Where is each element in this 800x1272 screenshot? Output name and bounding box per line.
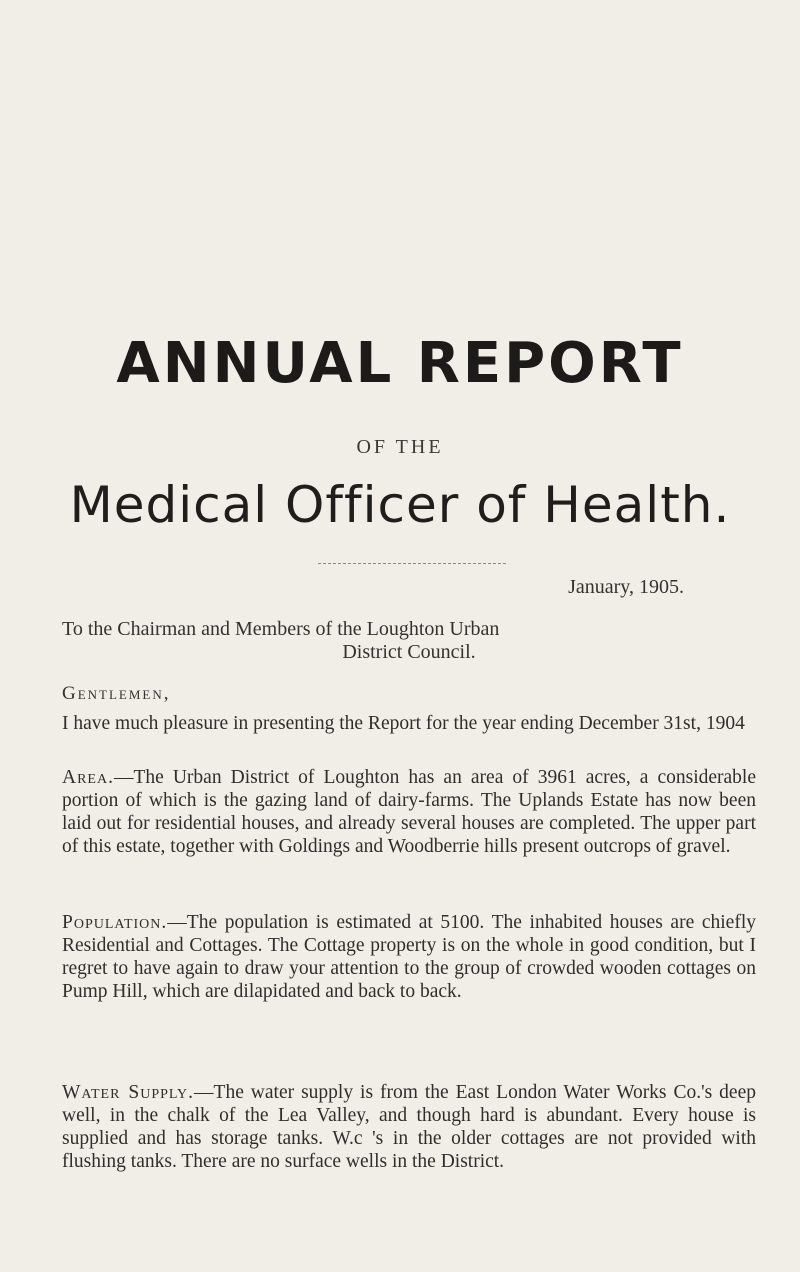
population-heading: Population. (62, 912, 168, 933)
address-block (62, 618, 756, 664)
of-the-heading: OF THE (356, 436, 444, 458)
report-title: ANNUAL REPORT (116, 331, 684, 396)
salutation: Gentlemen, (62, 683, 171, 704)
address-line-1: To the Chairman and Members of the Loughton Urban (62, 618, 500, 640)
population-text: —The population is estimated at 5100. The inhabited houses are chiefly Residential and Cottages. The Cottage property is on the whole in good condition, but I regret to have again to draw your attention to the group of crowded wooden cottages on Pump Hill, which are dilapidated and back to back. (62, 912, 756, 1002)
decorative-rule (318, 563, 506, 564)
area-heading: Area. (62, 767, 114, 788)
address-line-2: District Council. (342, 641, 476, 663)
area-text: —The Urban District of Loughton has an area of 3961 acres, a considerable portion of which is the gazing land of dairy-farms. The Uplands Estate has now been laid out for residential houses, and already several houses are completed. The upper part of this estate, together with Goldings and Woodberrie hills present outcrops of gravel. (62, 767, 756, 857)
intro-paragraph: I have much pleasure in presenting the Report for the year ending December 31st, 1904 (62, 713, 745, 734)
water-supply-text: —The water supply is from the East London Water Works Co.'s deep well, in the chalk of the Lea Valley, and though hard is abundant. Every house is supplied and has storage tanks. W.c 's in the older cottages are not provided with flushing tanks. There are no surface wells in the District. (62, 1082, 756, 1172)
area-paragraph (62, 766, 756, 858)
report-subtitle: Medical Officer of Health. (69, 476, 731, 534)
water-supply-heading: Water Supply. (62, 1082, 195, 1103)
water-supply-paragraph (62, 1081, 756, 1173)
report-date: January, 1905. (568, 576, 684, 598)
population-paragraph (62, 911, 756, 1003)
